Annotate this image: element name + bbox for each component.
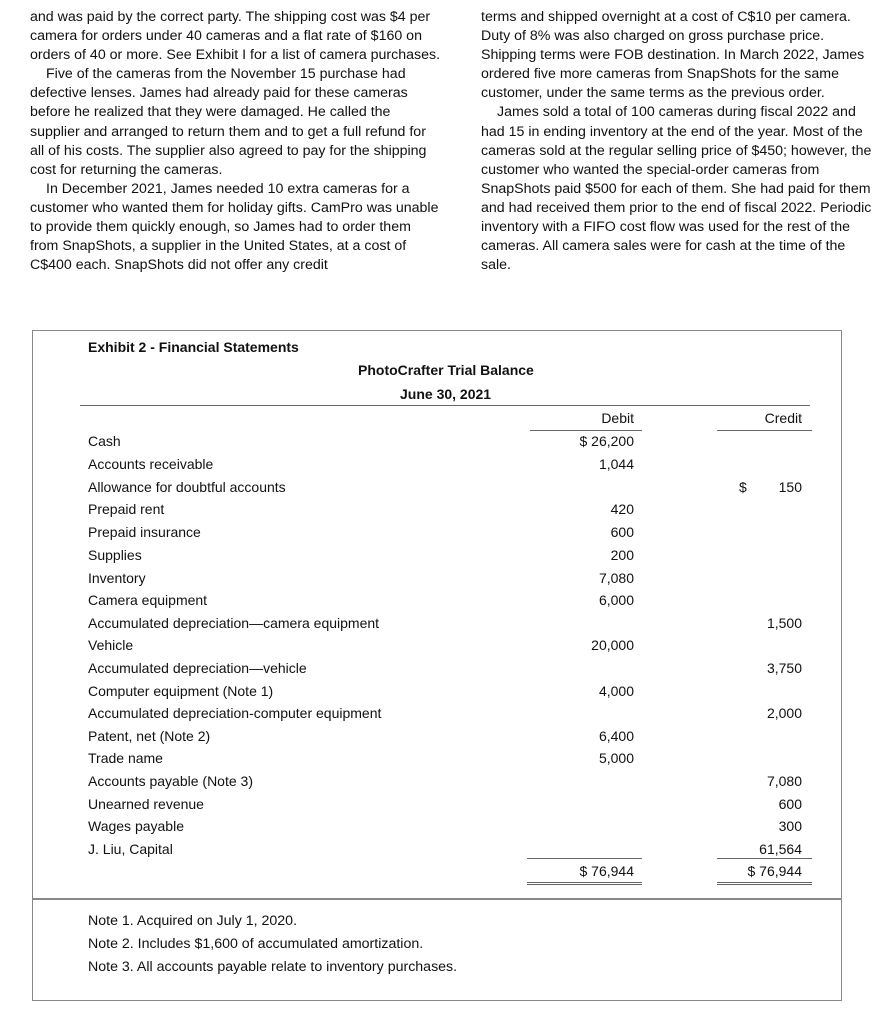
credit-accum-dep-computer: 2,000 xyxy=(766,705,802,721)
debit-prepaid-insurance: 600 xyxy=(610,524,634,540)
note-3: Note 3. All accounts payable relate to inventory purchases. xyxy=(88,959,458,975)
account-accum-dep-camera: Accumulated depreciation—camera equipment xyxy=(88,615,380,631)
narrative-paragraph: Five of the cameras from the November 15 purchase had defective lenses. James had already paid for these cameras before he realized that they were damaged. He called the supplier and arranged to return them and to get a full refund for all of his costs. The supplier also agreed to pay for the shipping cost for returning the cameras. xyxy=(30,66,427,178)
account-computer-equipment: Computer equipment (Note 1) xyxy=(88,683,274,699)
debit-total-rule-1 xyxy=(527,882,642,883)
header-rule xyxy=(80,405,810,406)
account-accum-dep-computer: Accumulated depreciation-computer equipment xyxy=(88,705,382,721)
exhibit-heading: Exhibit 2 - Financial Statements xyxy=(88,339,299,355)
credit-capital: 61,564 xyxy=(759,841,802,857)
account-patent: Patent, net (Note 2) xyxy=(88,728,211,744)
credit-total-rule-2 xyxy=(717,884,812,885)
account-camera-equipment: Camera equipment xyxy=(88,592,208,608)
account-wages-payable: Wages payable xyxy=(88,818,184,834)
debit-inventory: 7,080 xyxy=(598,570,634,586)
credit-wages-payable: 300 xyxy=(778,818,802,834)
account-allowance: Allowance for doubtful accounts xyxy=(88,479,286,495)
credit-subtotal-rule xyxy=(717,858,812,859)
trial-balance-title: PhotoCrafter Trial Balance xyxy=(358,362,534,378)
credit-unearned-revenue: 600 xyxy=(778,796,802,812)
narrative-left-column xyxy=(30,8,442,275)
debit-total-rule-2 xyxy=(527,884,642,885)
account-trade-name: Trade name xyxy=(88,750,163,766)
account-prepaid-insurance: Prepaid insurance xyxy=(88,524,201,540)
account-accum-dep-vehicle: Accumulated depreciation—vehicle xyxy=(88,660,307,676)
debit-trade-name: 5,000 xyxy=(598,750,634,766)
credit-dollar-sign: $ xyxy=(739,479,747,495)
credit-header: Credit xyxy=(764,410,802,426)
debit-subtotal-rule xyxy=(527,858,642,859)
account-unearned-revenue: Unearned revenue xyxy=(88,796,204,812)
account-prepaid-rent: Prepaid rent xyxy=(88,501,165,517)
total-credit: $ 76,944 xyxy=(747,863,802,879)
debit-accounts-receivable: 1,044 xyxy=(598,456,634,472)
trial-balance-date: June 30, 2021 xyxy=(400,386,492,402)
account-vehicle: Vehicle xyxy=(88,637,134,653)
credit-accum-dep-camera: 1,500 xyxy=(766,615,802,631)
debit-vehicle: 20,000 xyxy=(591,637,634,653)
account-inventory: Inventory xyxy=(88,570,146,586)
credit-allowance: 150 xyxy=(778,479,802,495)
narrative-paragraph: terms and shipped overnight at a cost of C$10 per camera. Duty of 8% was also charged on gross purchase price. Shipping terms were FOB destination. In March 2022, James ordered five more cameras from SnapShots for the same customer, under the same terms as the previous order. xyxy=(481,9,865,102)
account-capital: J. Liu, Capital xyxy=(88,841,173,857)
debit-camera-equipment: 6,000 xyxy=(598,592,634,608)
narrative-paragraph: and was paid by the correct party. The shipping cost was $4 per camera for orders under 40 cameras and a flat rate of $160 on orders of 40 or more. See Exhibit I for a list of camera purchases. xyxy=(30,9,441,64)
account-accounts-payable: Accounts payable (Note 3) xyxy=(88,773,253,789)
total-debit: $ 76,944 xyxy=(579,863,634,879)
debit-header: Debit xyxy=(601,410,634,426)
credit-header-rule xyxy=(717,430,812,431)
credit-accounts-payable: 7,080 xyxy=(766,773,802,789)
account-accounts-receivable: Accounts receivable xyxy=(88,456,214,472)
narrative-right-column xyxy=(481,8,879,275)
narrative-paragraph: James sold a total of 100 cameras during fiscal 2022 and had 15 in ending inventory at the end of the year. Most of the cameras sold at the regular selling price of $450; however, the customer who wanted the special-order cameras from SnapShots paid $500 for each of them. She had paid for them and had received them prior to the end of fiscal 2022. Periodic inventory with a FIFO cost flow was used for the rest of the cameras. All camera sales were for cash at the time of the sale. xyxy=(481,104,872,274)
debit-supplies: 200 xyxy=(610,547,634,563)
note-1: Note 1. Acquired on July 1, 2020. xyxy=(88,913,298,929)
debit-prepaid-rent: 420 xyxy=(610,501,634,517)
debit-cash: $ 26,200 xyxy=(579,433,634,449)
narrative-paragraph: In December 2021, James needed 10 extra cameras for a customer who wanted them for holiday gifts. CamPro was unable to provide them quickly enough, so James had to order them from SnapShots, a supplier in the United States, at a cost of C$400 each. SnapShots did not offer any credit xyxy=(30,180,439,274)
account-cash: Cash xyxy=(88,433,121,449)
note-2: Note 2. Includes $1,600 of accumulated amortization. xyxy=(88,936,424,952)
account-supplies: Supplies xyxy=(88,547,142,563)
debit-header-rule xyxy=(530,430,642,431)
credit-total-rule-1 xyxy=(717,882,812,883)
debit-computer-equipment: 4,000 xyxy=(598,683,634,699)
debit-patent: 6,400 xyxy=(598,728,634,744)
credit-accum-dep-vehicle: 3,750 xyxy=(766,660,802,676)
